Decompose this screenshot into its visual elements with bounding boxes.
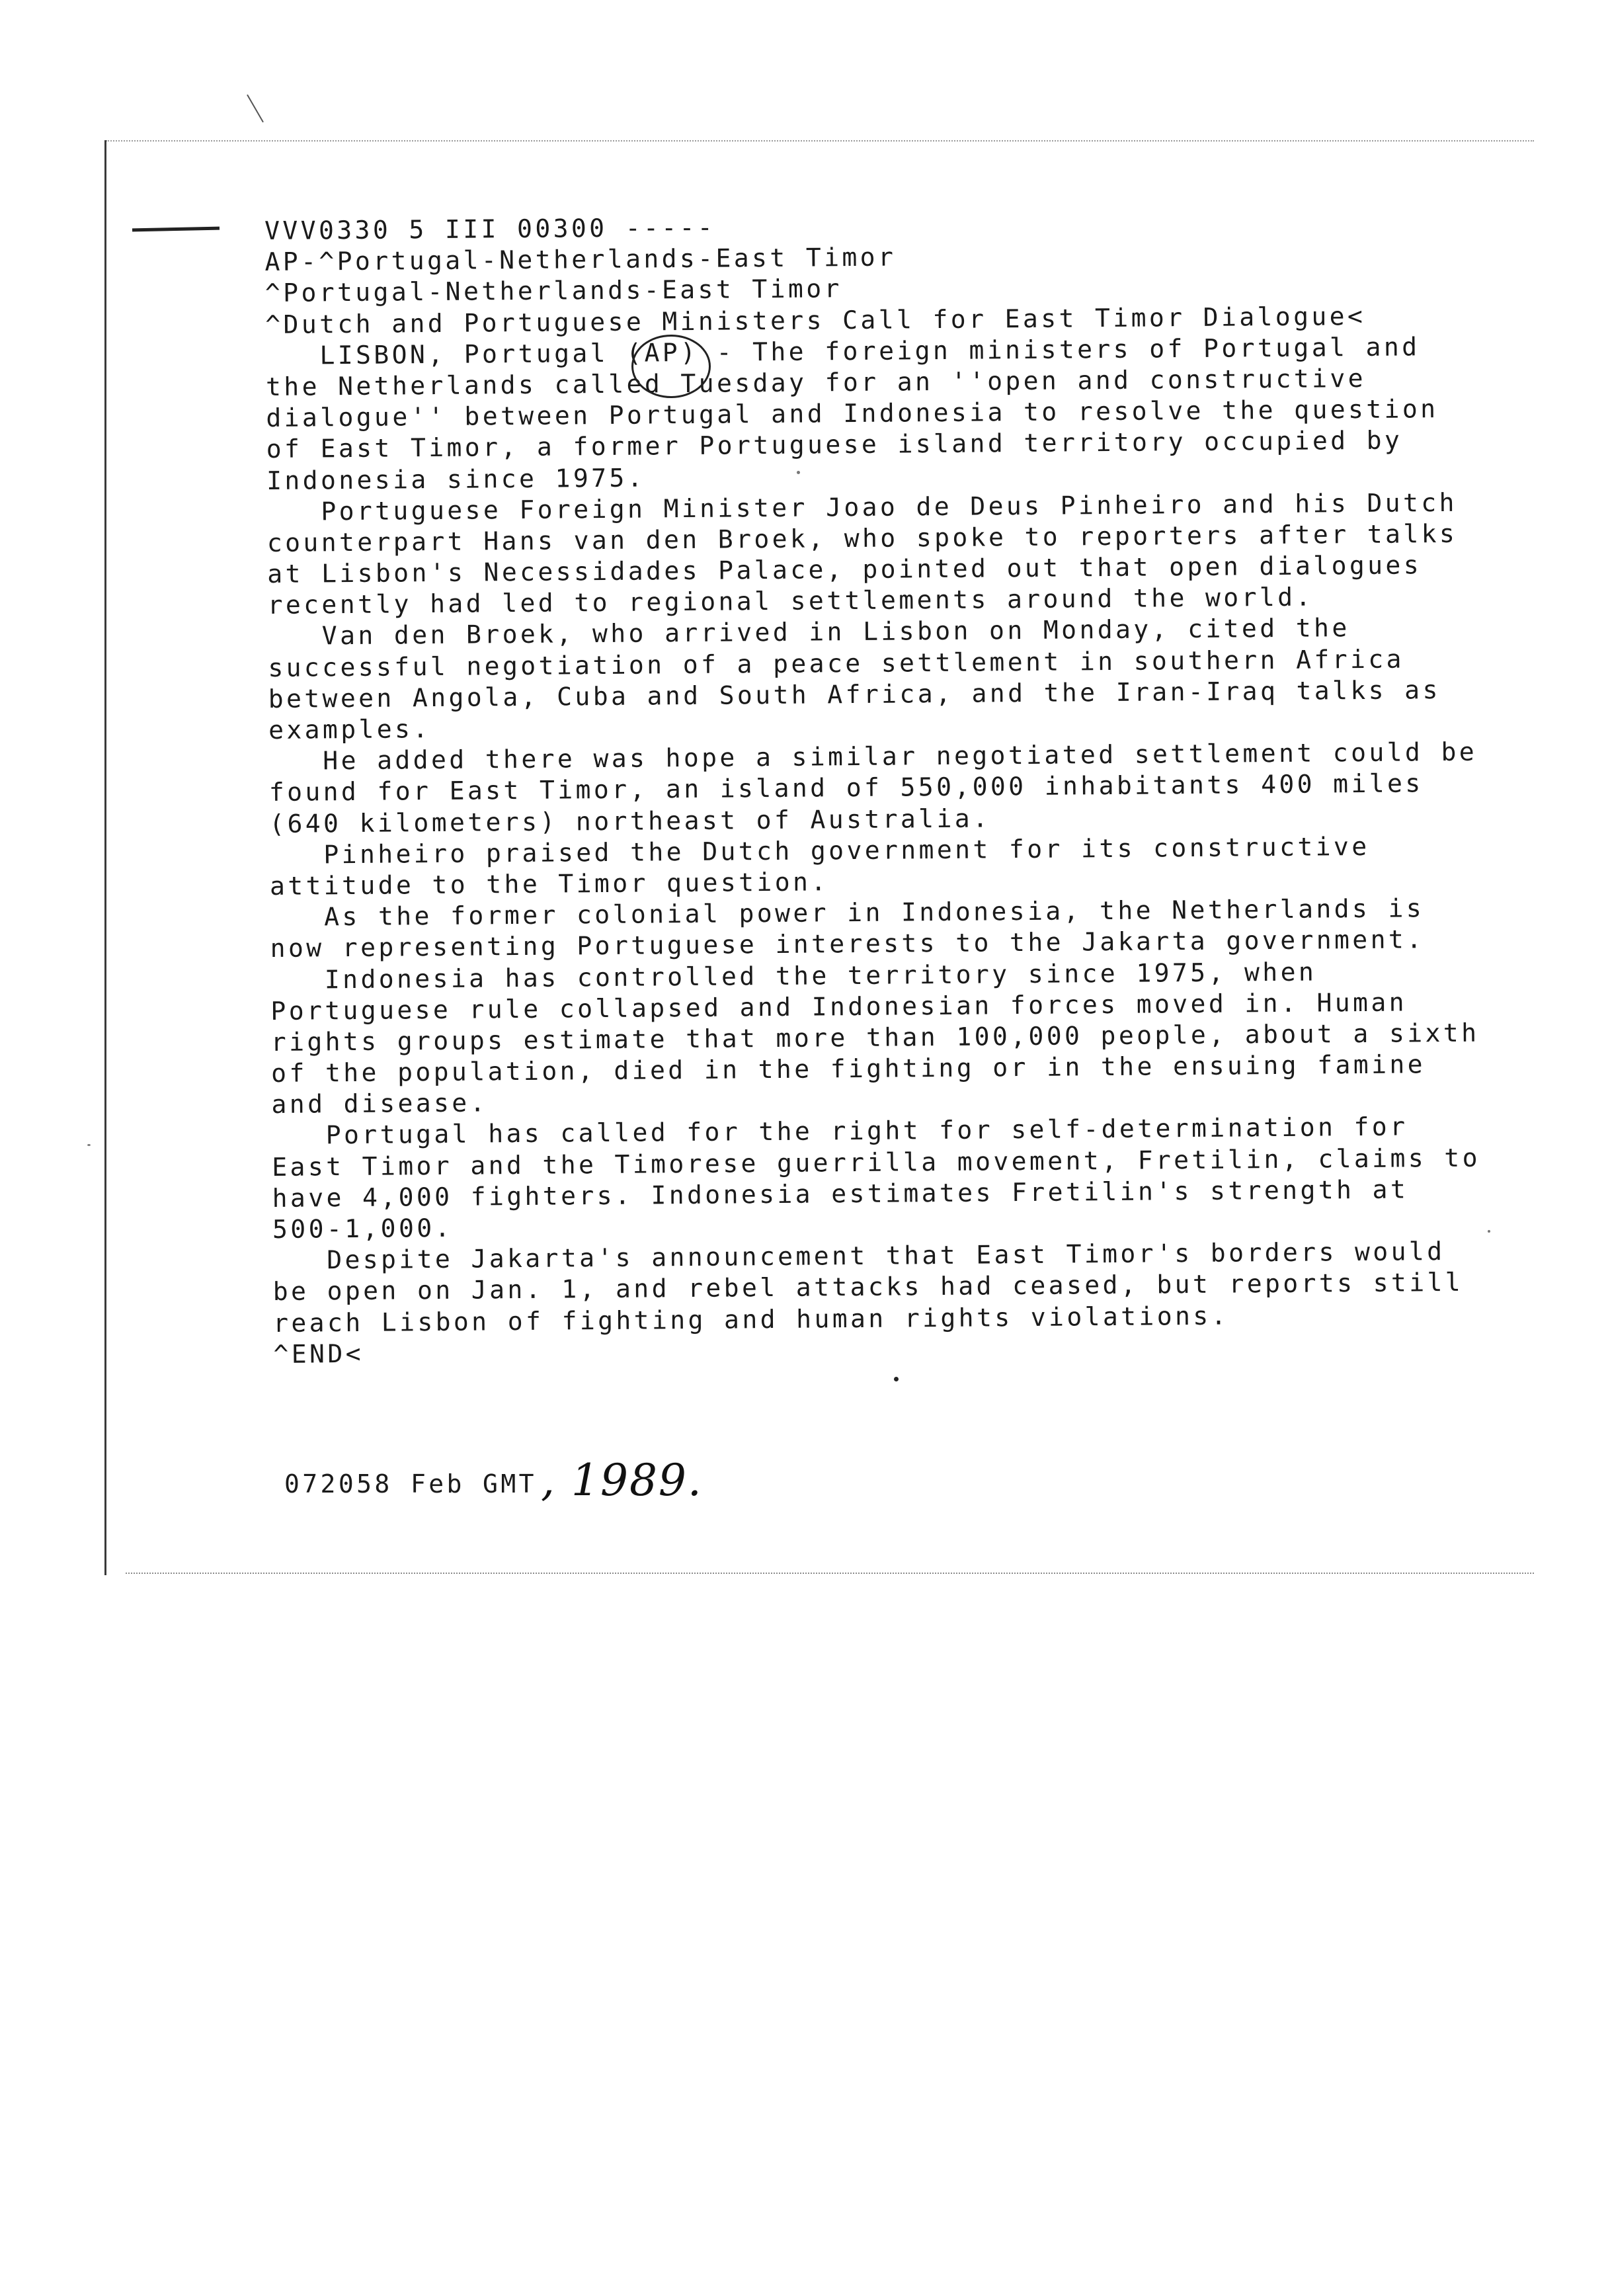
story-line: AP-^Portugal-Netherlands-East Timor (264, 242, 897, 277)
story-line: Portuguese rule collapsed and Indonesian forces moved in. Human (270, 987, 1408, 1026)
story-line: dialogue'' between Portugal and Indonesia to resolve the question (266, 394, 1439, 433)
handwritten-year: , 1989. (541, 1455, 703, 1506)
story-line: at Lisbon's Necessidades Palace, pointed out that open dialogues (267, 550, 1422, 589)
copy-frame-left (104, 140, 106, 1575)
handwritten-circle-mark (631, 335, 711, 398)
story-line: East Timor and the Timorese guerrilla movement, Fretilin, claims to (272, 1143, 1481, 1182)
story-line: have 4,000 fighters. Indonesia estimates Fretilin's strength at (272, 1174, 1409, 1213)
story-line: and disease. (271, 1088, 489, 1120)
story-line: be open on Jan. 1, and rebel attacks had ceased, but reports still (272, 1268, 1464, 1307)
story-line: found for East Timor, an island of 550,000 inhabitants 400 miles (268, 768, 1424, 807)
story-line: Portuguese Foreign Minister Joao de Deus Pinheiro and his Dutch (266, 487, 1457, 526)
margin-dash-mark (132, 227, 220, 232)
story-line: Indonesia has controlled the territory since 1975, when (270, 957, 1317, 995)
story-line: Van den Broek, who arrived in Lisbon on Monday, cited the (267, 613, 1350, 651)
story-line: He added there was hope a similar negotiated settlement could be (268, 737, 1478, 776)
copy-frame-top (106, 140, 1534, 142)
story-line: between Angola, Cuba and South Africa, and the Iran-Iraq talks as (268, 675, 1441, 714)
story-line: Indonesia since 1975. (266, 462, 646, 495)
ink-dot (894, 1377, 899, 1381)
story-line: reach Lisbon of fighting and human rights violations. (272, 1301, 1230, 1338)
wire-story-text (264, 206, 1530, 1370)
story-line: Despite Jakarta's announcement that East Timor's borders would (272, 1237, 1445, 1276)
story-line: of the population, died in the fighting or in the ensuing famine (271, 1049, 1426, 1088)
story-line: ^END< (273, 1338, 364, 1369)
story-line: (640 kilometers) northeast of Australia. (269, 803, 991, 839)
story-line: ^Portugal-Netherlands-East Timor (264, 274, 842, 308)
copy-frame-bottom (126, 1573, 1534, 1574)
story-line: now representing Portuguese interests to the Jakarta government. (270, 924, 1425, 964)
story-line: of East Timor, a former Portuguese island territory occupied by (266, 425, 1403, 464)
story-line: Pinheiro praised the Dutch government for its constructive (269, 831, 1370, 870)
story-line: rights groups estimate that more than 100,000 people, about a sixth (270, 1018, 1480, 1057)
story-line: the Netherlands called Tuesday for an ''open and constructive (265, 363, 1367, 401)
story-line: successful negotiation of a peace settlement in southern Africa (268, 644, 1405, 682)
transmission-dateline: 072058 Feb GMT (284, 1469, 537, 1498)
story-line: Portugal has called for the right for self-determination for (271, 1112, 1408, 1151)
story-line: VVV0330 5 III 00300 ----- (264, 212, 716, 245)
story-line: counterpart Hans van den Broek, who spoke to reporters after talks (266, 518, 1458, 557)
story-line: LISBON, Portugal (AP) - The foreign ministers of Portugal and (265, 332, 1420, 370)
story-line: attitude to the Timor question. (269, 867, 829, 901)
story-line: As the former colonial power in Indonesia, the Netherlands is (270, 893, 1425, 932)
story-line: ^Dutch and Portuguese Ministers Call for East Timor Dialogue< (265, 301, 1366, 339)
scan-speck (87, 1144, 91, 1146)
story-line: recently had led to regional settlements around the world. (267, 582, 1314, 620)
scan-tick-mark (247, 95, 264, 123)
story-line: 500-1,000. (272, 1213, 453, 1244)
story-line: examples. (268, 714, 431, 745)
